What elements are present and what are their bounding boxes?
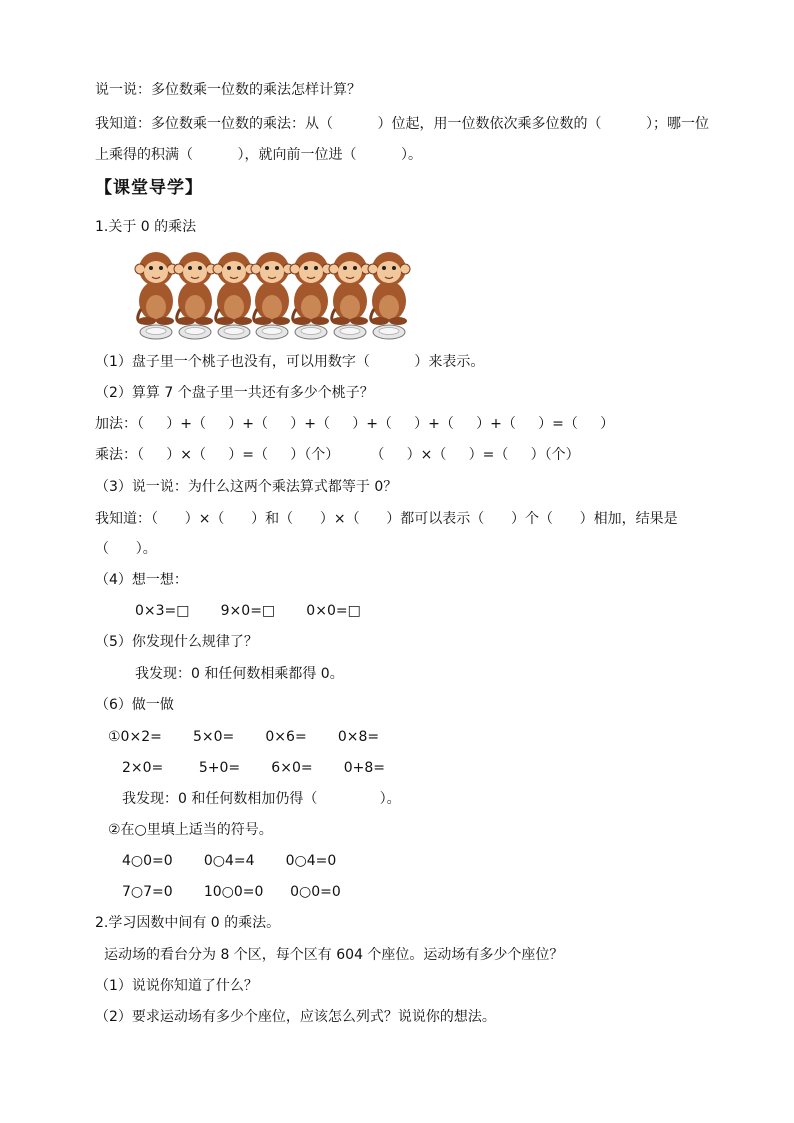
part2-title: 2.学习因数中间有 0 的乘法。 [95, 915, 281, 931]
q2-count-peaches: （2）算算 7 个盘子里一共还有多少个桃子？ [95, 385, 374, 401]
monkey-3 [213, 252, 255, 325]
monkey-5 [290, 252, 332, 325]
part2-q2: （2）要求运动场有多少个座位，应该怎么列式？说说你的想法。 [95, 1009, 496, 1025]
plate-7 [373, 325, 405, 339]
monkeys-illustration [126, 245, 418, 343]
q6-practice: （6）做一做 [95, 697, 174, 713]
know3-line-1: 我知道：（ ）×（ ）和（ ）×（ ）都可以表示（ ）个（ ）相加，结果是 [95, 511, 678, 527]
exercise1-row1: ①0×2= 5×0= 0×6= 0×8= [108, 729, 380, 745]
monkey-4 [251, 252, 293, 325]
say-prompt: 说一说：多位数乘一位数的乘法怎样计算？ [95, 82, 361, 98]
q3-why-zero: （3）说一说：为什么这两个乘法算式都等于 0？ [95, 479, 398, 495]
part1-title: 1.关于 0 的乘法 [95, 219, 197, 235]
plate-4 [256, 325, 288, 339]
know-line-1: 我知道：多位数乘一位数的乘法：从（ ）位起，用一位数依次乘多位数的（ ）；哪一位 [95, 116, 710, 132]
q5-rule: （5）你发现什么规律了？ [95, 634, 258, 650]
found-rule-multiply: 我发现：0 和任何数相乘都得 0。 [135, 666, 344, 682]
plate-3 [218, 325, 250, 339]
think-expressions: 0×3=□ 9×0=□ 0×0=□ [135, 603, 361, 619]
addition-line: 加法：（ ）+（ ）+（ ）+（ ）+（ ）+（ ）+（ ）=（ ） [95, 416, 615, 432]
section-title: 【课堂导学】 [95, 178, 203, 198]
monkey-1 [135, 252, 177, 325]
multiplication-line: 乘法：（ ）×（ ）=（ ）（个） （ ）×（ ）=（ ）（个） [95, 447, 580, 463]
exercise2-row2: 7○7=0 10○0=0 0○0=0 [122, 884, 341, 900]
exercise1-row2: 2×0= 5+0= 6×0= 0+8= [122, 760, 386, 776]
part2-problem: 运动场的看台分为 8 个区，每个区有 604 个座位。运动场有多少个座位？ [104, 947, 564, 963]
exercise2-row1: 4○0=0 0○4=4 0○4=0 [122, 853, 337, 869]
monkey-2 [174, 252, 216, 325]
exercise2-title: ②在○里填上适当的符号。 [108, 822, 273, 838]
know-line-2: 上乘得的积满（ ），就向前一位进（ ）。 [95, 147, 423, 163]
found-rule-add: 我发现：0 和任何数相加仍得（ ）。 [122, 791, 401, 807]
know3-line-2: （ ）。 [95, 541, 157, 557]
plate-2 [179, 325, 211, 339]
monkey-6 [329, 252, 371, 325]
plate-6 [334, 325, 366, 339]
part2-q1: （1）说说你知道了什么？ [95, 978, 258, 994]
plate-1 [140, 325, 172, 339]
q4-think: （4）想一想： [95, 572, 188, 588]
plate-5 [295, 325, 327, 339]
monkey-7 [368, 252, 410, 325]
q1-zero-plate: （1）盘子里一个桃子也没有，可以用数字（ ）来表示。 [95, 354, 485, 370]
